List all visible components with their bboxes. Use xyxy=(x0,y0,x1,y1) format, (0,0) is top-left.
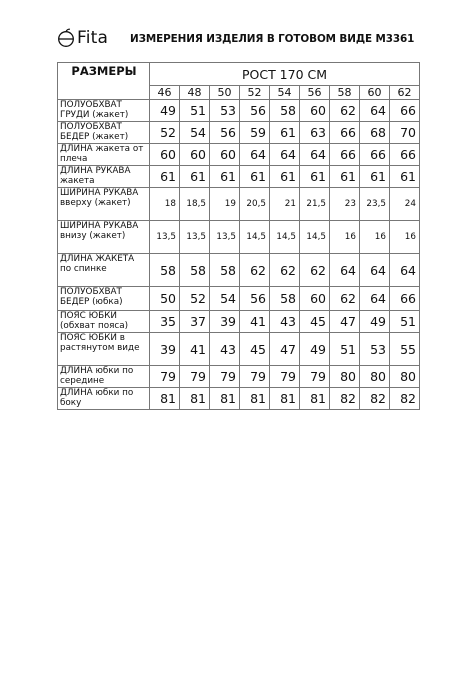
row-label: ШИРИНА РУКАВА вверху (жакет) xyxy=(58,188,150,221)
value-cell: 43 xyxy=(270,311,300,333)
value-cell: 23,5 xyxy=(360,188,390,221)
value-cell: 79 xyxy=(210,366,240,388)
value-cell: 64 xyxy=(360,287,390,311)
table-row xyxy=(58,100,420,122)
value-cell: 16 xyxy=(360,221,390,254)
value-cell: 23 xyxy=(330,188,360,221)
value-cell: 62 xyxy=(240,254,270,287)
size-cell: 60 xyxy=(360,86,390,100)
value-cell: 52 xyxy=(150,122,180,144)
value-cell: 61 xyxy=(390,166,420,188)
value-cell: 82 xyxy=(390,388,420,410)
size-cell: 58 xyxy=(330,86,360,100)
value-cell: 64 xyxy=(360,100,390,122)
table-row xyxy=(58,388,420,410)
value-cell: 66 xyxy=(390,144,420,166)
size-cell: 56 xyxy=(300,86,330,100)
value-cell: 62 xyxy=(330,100,360,122)
value-cell: 66 xyxy=(330,122,360,144)
value-cell: 18,5 xyxy=(180,188,210,221)
size-cell: 46 xyxy=(150,86,180,100)
value-cell: 13,5 xyxy=(150,221,180,254)
value-cell: 61 xyxy=(210,166,240,188)
value-cell: 54 xyxy=(180,122,210,144)
value-cell: 19 xyxy=(210,188,240,221)
row-label: ДЛИНА жакета от плеча xyxy=(58,144,150,166)
brand-name: Fita xyxy=(77,28,109,48)
row-label: ДЛИНА юбки по середине xyxy=(58,366,150,388)
value-cell: 18 xyxy=(150,188,180,221)
value-cell: 62 xyxy=(330,287,360,311)
value-cell: 61 xyxy=(240,166,270,188)
value-cell: 39 xyxy=(150,333,180,366)
value-cell: 70 xyxy=(390,122,420,144)
value-cell: 79 xyxy=(150,366,180,388)
value-cell: 16 xyxy=(390,221,420,254)
value-cell: 81 xyxy=(240,388,270,410)
value-cell: 80 xyxy=(390,366,420,388)
value-cell: 13,5 xyxy=(180,221,210,254)
value-cell: 61 xyxy=(360,166,390,188)
value-cell: 64 xyxy=(360,254,390,287)
value-cell: 51 xyxy=(390,311,420,333)
row-label: ПОЛУОБХВАТ БЕДЕР (жакет) xyxy=(58,122,150,144)
value-cell: 56 xyxy=(240,287,270,311)
value-cell: 66 xyxy=(390,287,420,311)
value-cell: 61 xyxy=(270,122,300,144)
value-cell: 61 xyxy=(180,166,210,188)
value-cell: 51 xyxy=(330,333,360,366)
table-row xyxy=(58,122,420,144)
value-cell: 61 xyxy=(300,166,330,188)
value-cell: 58 xyxy=(180,254,210,287)
value-cell: 14,5 xyxy=(240,221,270,254)
value-cell: 13,5 xyxy=(210,221,240,254)
value-cell: 81 xyxy=(270,388,300,410)
value-cell: 47 xyxy=(330,311,360,333)
value-cell: 81 xyxy=(300,388,330,410)
value-cell: 14,5 xyxy=(300,221,330,254)
value-cell: 60 xyxy=(300,100,330,122)
row-label: ДЛИНА ЖАКЕТА по спинке xyxy=(58,254,150,287)
value-cell: 45 xyxy=(300,311,330,333)
value-cell: 66 xyxy=(360,144,390,166)
brand-logo xyxy=(57,28,108,48)
table-row xyxy=(58,287,420,311)
value-cell: 41 xyxy=(240,311,270,333)
size-cell: 48 xyxy=(180,86,210,100)
value-cell: 62 xyxy=(270,254,300,287)
size-cell: 62 xyxy=(390,86,420,100)
page-title: ИЗМЕРЕНИЯ ИЗДЕЛИЯ В ГОТОВОМ ВИДЕ М3361 xyxy=(130,33,415,45)
value-cell: 58 xyxy=(270,100,300,122)
value-cell: 62 xyxy=(300,254,330,287)
value-cell: 56 xyxy=(240,100,270,122)
table-row xyxy=(58,188,420,221)
value-cell: 81 xyxy=(180,388,210,410)
value-cell: 82 xyxy=(360,388,390,410)
table-row xyxy=(58,311,420,333)
table-header-row xyxy=(58,63,420,86)
value-cell: 45 xyxy=(240,333,270,366)
value-cell: 24 xyxy=(390,188,420,221)
table-row xyxy=(58,366,420,388)
value-cell: 81 xyxy=(210,388,240,410)
value-cell: 60 xyxy=(150,144,180,166)
value-cell: 64 xyxy=(330,254,360,287)
value-cell: 64 xyxy=(240,144,270,166)
value-cell: 68 xyxy=(360,122,390,144)
value-cell: 61 xyxy=(330,166,360,188)
value-cell: 61 xyxy=(270,166,300,188)
value-cell: 59 xyxy=(240,122,270,144)
value-cell: 16 xyxy=(330,221,360,254)
value-cell: 81 xyxy=(150,388,180,410)
value-cell: 20,5 xyxy=(240,188,270,221)
value-cell: 49 xyxy=(300,333,330,366)
value-cell: 50 xyxy=(150,287,180,311)
value-cell: 64 xyxy=(390,254,420,287)
value-cell: 21,5 xyxy=(300,188,330,221)
value-cell: 64 xyxy=(300,144,330,166)
value-cell: 58 xyxy=(270,287,300,311)
value-cell: 60 xyxy=(300,287,330,311)
size-cell: 54 xyxy=(270,86,300,100)
value-cell: 61 xyxy=(150,166,180,188)
table-row xyxy=(58,333,420,366)
size-cell: 52 xyxy=(240,86,270,100)
value-cell: 79 xyxy=(300,366,330,388)
value-cell: 53 xyxy=(210,100,240,122)
value-cell: 66 xyxy=(330,144,360,166)
rost-header: РОСТ 170 СМ xyxy=(150,63,420,86)
size-cell: 50 xyxy=(210,86,240,100)
value-cell: 41 xyxy=(180,333,210,366)
header xyxy=(57,28,437,50)
value-cell: 55 xyxy=(390,333,420,366)
value-cell: 56 xyxy=(210,122,240,144)
fita-logo-icon xyxy=(57,28,75,48)
table-row xyxy=(58,144,420,166)
row-label: ПОЛУОБХВАТ БЕДЕР (юбка) xyxy=(58,287,150,311)
value-cell: 80 xyxy=(330,366,360,388)
measurements-table xyxy=(57,62,420,410)
value-cell: 14,5 xyxy=(270,221,300,254)
value-cell: 63 xyxy=(300,122,330,144)
table-row xyxy=(58,221,420,254)
value-cell: 58 xyxy=(150,254,180,287)
value-cell: 80 xyxy=(360,366,390,388)
table-row xyxy=(58,254,420,287)
value-cell: 43 xyxy=(210,333,240,366)
value-cell: 21 xyxy=(270,188,300,221)
value-cell: 79 xyxy=(270,366,300,388)
value-cell: 64 xyxy=(270,144,300,166)
row-label: ПОЯС ЮБКИ (обхват пояса) xyxy=(58,311,150,333)
value-cell: 39 xyxy=(210,311,240,333)
value-cell: 82 xyxy=(330,388,360,410)
value-cell: 66 xyxy=(390,100,420,122)
row-label: ШИРИНА РУКАВА внизу (жакет) xyxy=(58,221,150,254)
table-row xyxy=(58,166,420,188)
value-cell: 58 xyxy=(210,254,240,287)
value-cell: 79 xyxy=(240,366,270,388)
value-cell: 49 xyxy=(360,311,390,333)
value-cell: 54 xyxy=(210,287,240,311)
row-label: ДЛИНА РУКАВА жакета xyxy=(58,166,150,188)
value-cell: 60 xyxy=(210,144,240,166)
value-cell: 53 xyxy=(360,333,390,366)
value-cell: 37 xyxy=(180,311,210,333)
value-cell: 52 xyxy=(180,287,210,311)
value-cell: 49 xyxy=(150,100,180,122)
sizes-header: РАЗМЕРЫ xyxy=(58,63,150,100)
row-label: ДЛИНА юбки по боку xyxy=(58,388,150,410)
value-cell: 79 xyxy=(180,366,210,388)
row-label: ПОЛУОБХВАТ ГРУДИ (жакет) xyxy=(58,100,150,122)
row-label: ПОЯС ЮБКИ в растянутом виде xyxy=(58,333,150,366)
value-cell: 35 xyxy=(150,311,180,333)
value-cell: 47 xyxy=(270,333,300,366)
value-cell: 51 xyxy=(180,100,210,122)
value-cell: 60 xyxy=(180,144,210,166)
